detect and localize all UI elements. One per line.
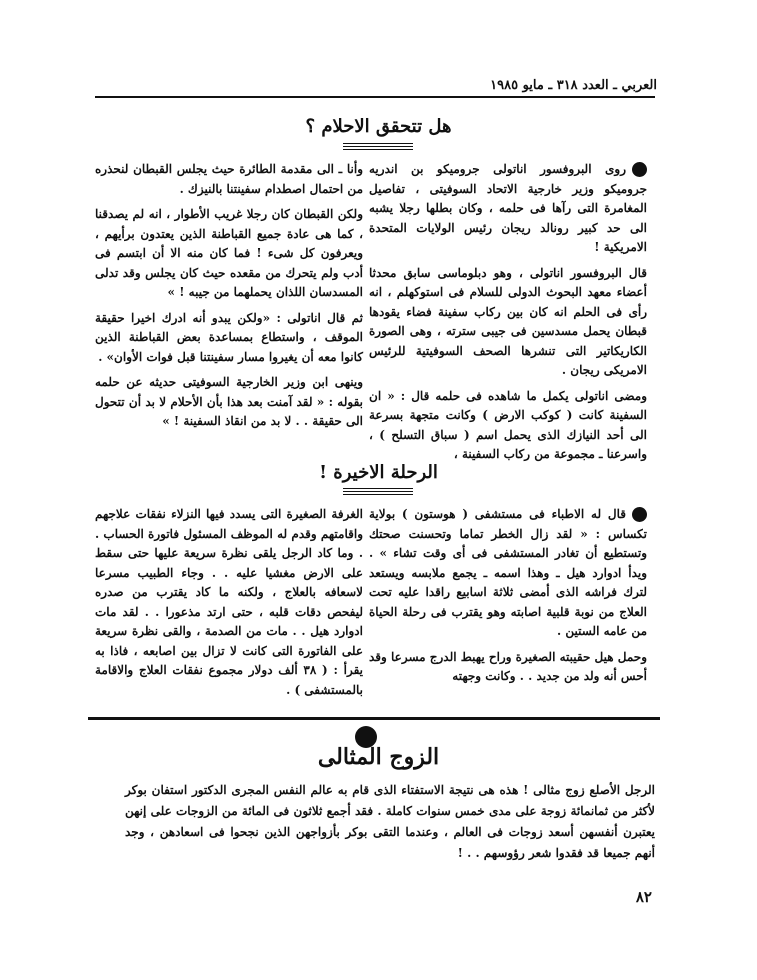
article3-title: الزوج المثالى <box>317 744 440 770</box>
paragraph: روى البروفسور اناتولى جروميكو بن اندريه جروميكو وزير خارجية الاتحاد السوفيتى ، تفاصيل المغامرة التى رآها فى حلمه ، وكان بطلها رجلا يشبه الى حد كبير رونالد ريجان رئيس الولايات المتحدة الامريكية ! <box>369 162 647 254</box>
paragraph: الغرفة الصغيرة التى يسدد فيها النزلاء نفقات علاجهم واقامتهم وقدم له الموظف المسئول فاتورة الحساب . . وما كاد الرجل يلقى نظرة سريعة عليها حتى سقط على الارض مغشيا عليه . . وجاء الطبيب مسرعا لاسعافه بالعلاج ، ولكنه ما كاد يقترب من صدره ليفحص دقات قلبه ، حتى ارتد مذعورا . . لقد مات ادوارد هيل . . مات من الصدمة ، والقى نظرة سريعة على الفاتورة التى كانت لا تزال بين اصابعه ، فاذا به يقرأ : ( ٣٨ ألف دولار مجموع نفقات العلاج والاقامة بالمستشفى ) . <box>95 507 363 697</box>
article1-right-column <box>369 160 647 471</box>
article1-title: هل تتحقق الاحلام ؟ <box>305 116 452 137</box>
bullet-icon <box>632 507 647 522</box>
article2-left-column <box>95 505 363 706</box>
article2-title: الرحلة الاخيرة ! <box>319 462 438 483</box>
header-rule <box>95 96 655 98</box>
paragraph: الرجل الأصلع زوج مثالى ! هذه هى نتيجة الاستفتاء الذى قام به عالم النفس المجرى الدكتور استفان بوكر لأكثر من ثمانمائة زوجة على مدى خمس سنوات كاملة . فقد أجمع ثلاثون فى المائة من الزوجات على إنهن يعتبرن أنفسهن أسعد زوجات فى العالم ، وعندما التقى بوكر بأزواجهن الذين نجحوا فى اسعادهن ، وجد أنهم جميعا قد فقدوا شعر رؤوسهم . . ! <box>125 783 655 860</box>
article1-left-column <box>95 160 363 438</box>
paragraph: وأنا ـ الى مقدمة الطائرة حيث يجلس القبطان لنحذره من احتمال اصطدام سفينتنا بالنيزك . <box>95 162 363 196</box>
paragraph: قال له الاطباء فى مستشفى ( هوستون ) بولاية تكساس : « لقد زال الخطر تماما وتحسنت صحتك وتستطيع أن تغادر المستشفى فى أى وقت تشاء » . ويدأ ادوارد هيل ـ وهذا اسمه ـ يجمع ملابسه ويستعد لترك فراشه الذى أمضى ثلاثة اسابيع راقدا عليه تحت العلاج من نوبة قلبية اصابته وهو يقترب فى رحلة الحياة من عامه الستين . <box>369 507 647 638</box>
bullet-icon <box>632 162 647 177</box>
running-header: العربي ـ العدد ٣١٨ ـ مايو ١٩٨٥ <box>490 78 657 93</box>
page-number: ٨٢ <box>635 888 652 906</box>
paragraph: وينهى ابن وزير الخارجية السوفيتى حديثه عن حلمه بقوله : « لقد آمنت بعد هذا بأن الأحلام لا بد أن تتحول الى حقيقة . . لا بد من انقاذ السفينة ! » <box>95 375 363 428</box>
paragraph: ولكن القبطان كان رجلا غريب الأطوار ، انه لم يصدقنا ، كما هى عادة جميع القباطنة الذين يعتدون برأيهم ، ويعرفون كل شىء ! فما كان منه الا أن ابتسم فى أدب ولم يتحرك من مقعده حيث كان يجلس وقد تدلى المسدسان اللذان يحملهما من جيبه ! » <box>95 207 363 299</box>
paragraph: ثم قال اناتولى : «ولكن يبدو أنه ادرك اخيرا حقيقة الموقف ، واستطاع بمساعدة بعض القباطنة الذين كانوا معه أن يغيروا مسار سفينتنا قبل فوات الأوان» . <box>95 310 363 364</box>
title-ornament <box>343 143 413 152</box>
paragraph: قال البروفسور اناتولى ، وهو دبلوماسى سابق محدثا أعضاء معهد البحوث الدولى للسلام فى استوكهلم ، انه رأى فى الحلم انه كان بين ركاب سفينة فضاء يقودها قبطان يحمل مسدسين فى جيبى سترته ، وهى الصورة الكاريكاتير التى تنشرها الصحف السوفيتية للرئيس الامريكى ريجان . <box>369 265 647 377</box>
title-ornament <box>343 488 413 497</box>
article3-body <box>125 780 655 870</box>
paragraph: ومضى اناتولى يكمل ما شاهده فى حلمه قال : « ان السفينة كانت ( كوكب الارض ) وكانت متجهة بسرعة الى أحد النيازك الذى يحمل اسم ( سباق التسلح ) ، واسرعنا ـ مجموعة من ركاب السفينة ، <box>369 388 647 461</box>
section-rule <box>88 717 660 720</box>
paragraph: وحمل هيل حقيبته الصغيرة وراح يهبط الدرج مسرعا وقد أحس أنه ولد من جديد . . وكانت وجهته <box>369 649 647 683</box>
article2-right-column <box>369 505 647 693</box>
